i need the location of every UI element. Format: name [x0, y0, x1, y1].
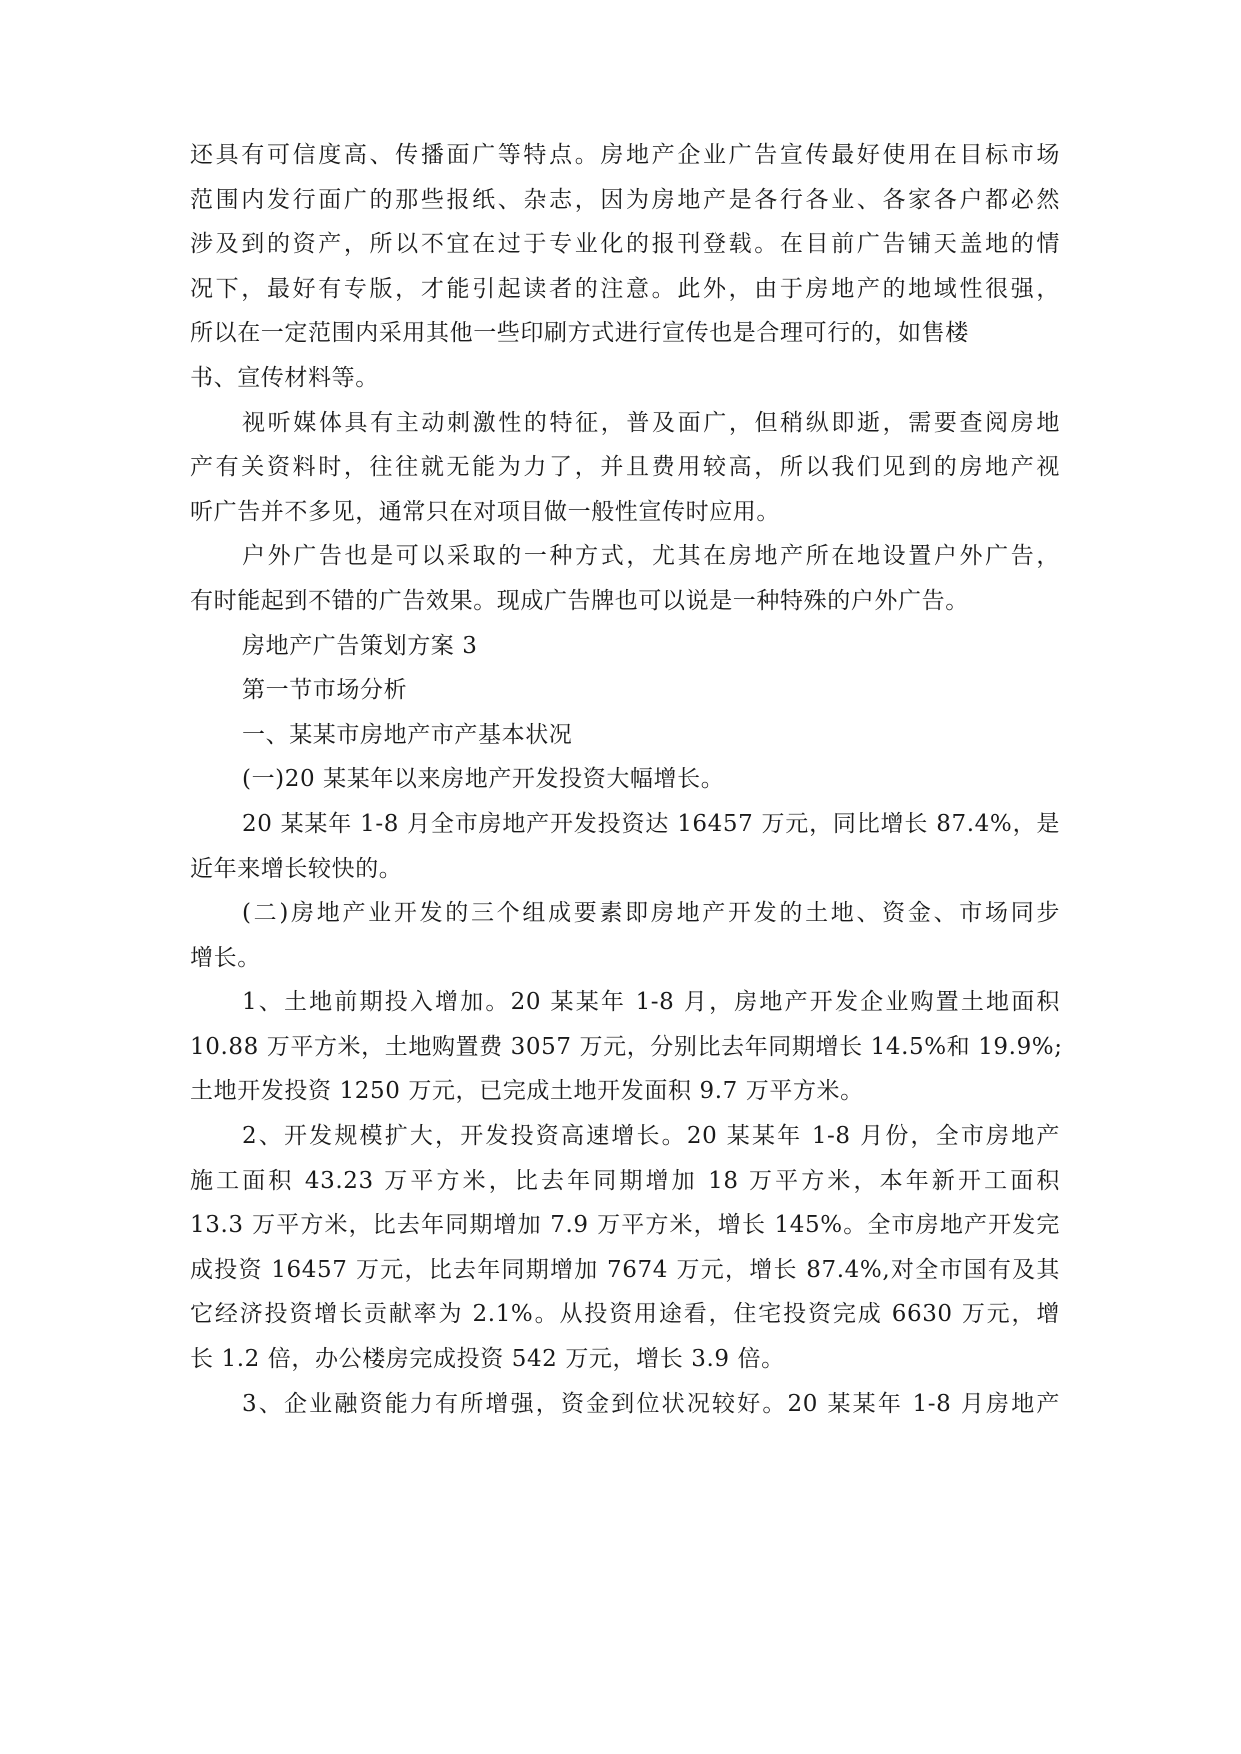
text-line: 还具有可信度高、传播面广等特点。房地产企业广告宣传最好使用在目标市场 — [190, 142, 1060, 168]
text-line: 土地开发投资 1250 万元，已完成土地开发面积 9.7 万平方米。 — [190, 1078, 864, 1105]
text-line: 一、某某市房地产市产基本状况 — [242, 721, 573, 748]
text-line: 第一节市场分析 — [242, 677, 408, 704]
text-line: 近年来增长较快的。 — [190, 855, 403, 882]
text-line: 增长。 — [190, 944, 261, 971]
text-line: 3、企业融资能力有所增强，资金到位状况较好。20 某某年 1-8 月房地产 — [242, 1390, 1060, 1417]
text-line: 产有关资料时，往往就无能为力了，并且费用较高，所以我们见到的房地产视 — [190, 454, 1060, 481]
text-line: (一)20 某某年以来房地产开发投资大幅增长。 — [242, 766, 725, 793]
text-line: 户外广告也是可以采取的一种方式，尤其在房地产所在地设置户外广告， — [242, 543, 1060, 570]
text-line: (二)房地产业开发的三个组成要素即房地产开发的土地、资金、市场同步 — [242, 900, 1060, 927]
text-line: 长 1.2 倍，办公楼房完成投资 542 万元，增长 3.9 倍。 — [190, 1346, 785, 1373]
text-line: 所以在一定范围内采用其他一些印刷方式进行宣传也是合理可行的，如售楼 — [190, 320, 969, 347]
text-line: 房地产广告策划方案 3 — [242, 632, 478, 659]
text-line: 况下，最好有专版，才能引起读者的注意。此外，由于房地产的地域性很强， — [190, 275, 1060, 302]
text-line: 涉及到的资产，所以不宜在过于专业化的报刊登载。在目前广告铺天盖地的情 — [190, 231, 1060, 258]
text-line: 听广告并不多见，通常只在对项目做一般性宣传时应用。 — [190, 498, 780, 525]
text-line: 范围内发行面广的那些报纸、杂志，因为房地产是各行各业、各家各户都必然 — [190, 186, 1060, 213]
text-line: 视听媒体具有主动刺激性的特征，普及面广，但稍纵即逝，需要查阅房地 — [242, 409, 1060, 436]
document-body — [190, 133, 1063, 1426]
text-line: 13.3 万平方米，比去年同期增加 7.9 万平方米，增长 145%。全市房地产开发完 — [190, 1212, 1060, 1239]
text-line: 书、宣传材料等。 — [190, 364, 379, 391]
text-line: 有时能起到不错的广告效果。现成广告牌也可以说是一种特殊的户外广告。 — [190, 587, 969, 614]
text-line: 2、开发规模扩大，开发投资高速增长。20 某某年 1-8 月份，全市房地产 — [242, 1123, 1060, 1150]
text-line: 成投资 16457 万元，比去年同期增加 7674 万元，增长 87.4%,对全市国有及其 — [190, 1256, 1060, 1283]
text-line: 施工面积 43.23 万平方米，比去年同期增加 18 万平方米，本年新开工面积 — [190, 1167, 1060, 1194]
text-line: 10.88 万平方米，土地购置费 3057 万元，分别比去年同期增长 14.5%和 19.9%; — [190, 1033, 1063, 1060]
text-line: 20 某某年 1-8 月全市房地产开发投资达 16457 万元，同比增长 87.4%，是 — [242, 810, 1060, 837]
text-line: 1、土地前期投入增加。20 某某年 1-8 月，房地产开发企业购置土地面积 — [242, 989, 1060, 1016]
text-line: 它经济投资增长贡献率为 2.1%。从投资用途看，住宅投资完成 6630 万元，增 — [190, 1301, 1060, 1328]
